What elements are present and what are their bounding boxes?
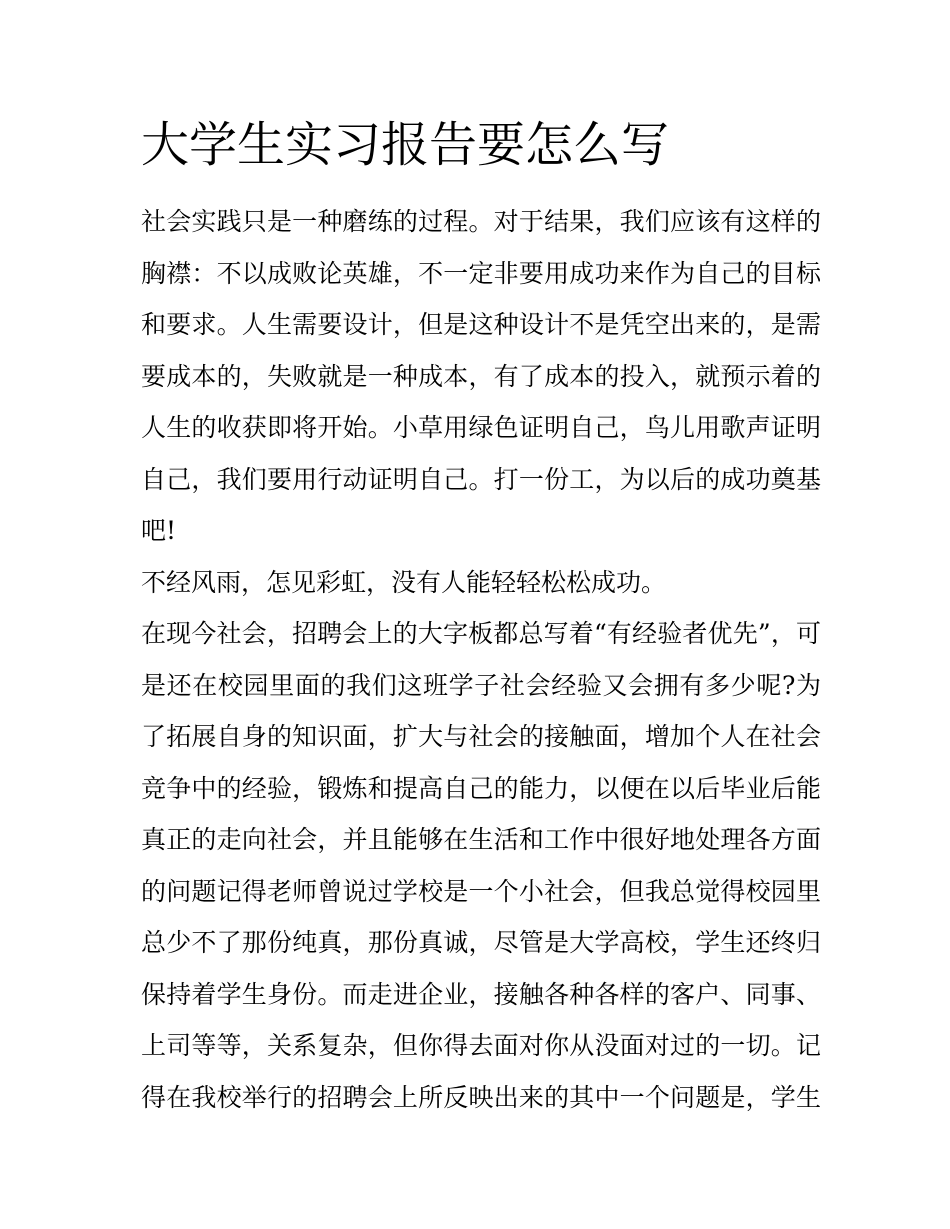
text-line: 和要求。人生需要设计，但是这种设计不是凭空出来的，是需 bbox=[141, 310, 821, 339]
text-line: 的问题记得老师曾说过学校是一个小社会，但我总觉得校园里 bbox=[141, 876, 821, 906]
page-title: 大学生实习报告要怎么写 bbox=[141, 117, 670, 173]
text-line: 人生的收获即将开始。小草用绿色证明自己，鸟儿用歌声证明 bbox=[141, 413, 821, 442]
text-line: 了拓展自身的知识面，扩大与社会的接触面，增加个人在社会 bbox=[141, 722, 821, 751]
text-line: 要成本的，失败就是一种成本，有了成本的投入，就预示着的 bbox=[141, 361, 821, 391]
text-line: 总少不了那份纯真，那份真诚，尽管是大学高校，学生还终归 bbox=[141, 928, 821, 957]
text-line: 不经风雨，怎见彩虹，没有人能轻轻松松成功。 bbox=[141, 567, 667, 597]
text-line: 竞争中的经验，锻炼和提高自己的能力，以便在以后毕业后能 bbox=[141, 773, 821, 803]
text-line: 社会实践只是一种磨练的过程。对于结果，我们应该有这样的 bbox=[141, 207, 821, 236]
text-line: 真正的走向社会，并且能够在生活和工作中很好地处理各方面 bbox=[141, 825, 821, 854]
text-line: 在现今社会，招聘会上的大字板都总写着“有经验者优先”，可 bbox=[141, 619, 821, 648]
text-line: 得在我校举行的招聘会上所反映出来的其中一个问题是，学生 bbox=[141, 1082, 821, 1112]
text-line: 胸襟：不以成败论英雄，不一定非要用成功来作为自己的目标 bbox=[141, 258, 821, 288]
text-line: 自己，我们要用行动证明自己。打一份工，为以后的成功奠基 bbox=[141, 464, 821, 494]
text-line: 吧! bbox=[141, 516, 177, 545]
text-line: 保持着学生身份。而走进企业，接触各种各样的客户、同事、 bbox=[141, 979, 821, 1009]
document-body bbox=[141, 196, 821, 1123]
text-line: 上司等等，关系复杂，但你得去面对你从没面对过的一切。记 bbox=[141, 1031, 821, 1060]
text-line: 是还在校园里面的我们这班学子社会经验又会拥有多少呢?为 bbox=[141, 670, 821, 700]
